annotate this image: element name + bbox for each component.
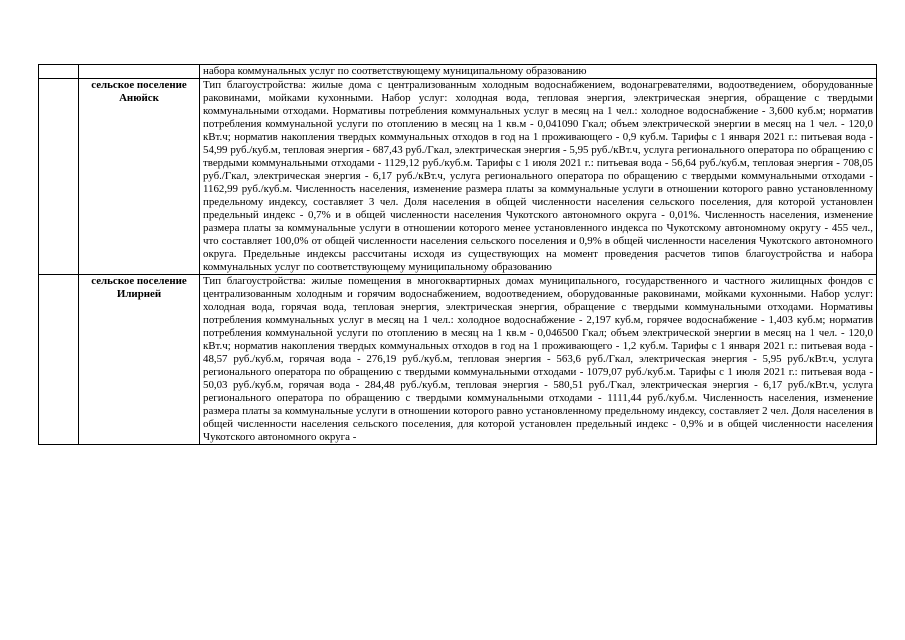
table-row — [39, 65, 877, 79]
row-number-cell — [39, 79, 79, 275]
description-cell: набора коммунальных услуг по соответствующему муниципальному образованию — [200, 65, 877, 79]
row-number-cell — [39, 275, 79, 445]
table-row — [39, 79, 877, 275]
tariff-table — [38, 64, 877, 445]
settlement-name-cell: сельское поселение Илирней — [79, 275, 200, 445]
description-cell: Тип благоустройства: жилые дома с централизованным холодным водоснабжением, водонагревателями, водоотведением, оборудованные раковинами, мойками кухонными. Набор услуг: холодная вода, тепловая энергия, электрическая энергия, обращение с твердыми коммунальными отходами. Нормативы потребления коммунальных услуг в месяц на 1 чел.: холодное водоснабжение - 3,600 куб.м; норматив потребления коммунальной услуги по отоплению в месяц на 1 кв.м - 0,041090 Гкал; объем электрической энергии в месяц на 1 чел. - 120,0 кВт.ч; норматив накопления твердых коммунальных отходов в год на 1 проживающего - 0,9 куб.м. Тарифы с 1 января 2021 г.: питьевая вода - 54,99 руб./куб.м, тепловая энергия - 687,43 руб./Гкал, электрическая энергия - 5,95 руб./кВт.ч, услуга регионального оператора по обращению с твердыми коммунальными отходами - 1129,12 руб./куб.м. Тарифы с 1 июля 2021 г.: питьевая вода - 56,64 руб./куб.м, тепловая энергия - 708,05 руб./Гкал, электрическая энергия - 6,17 руб./кВт.ч, услуга регионального оператора по обращению с твердыми коммунальными отходами - 1162,99 руб./куб.м. Численность населения, изменение размера платы за коммунальные услуги в отношении которого равно установленному предельному индексу, составляет 3 чел. Доля населения в общей численности населения сельского поселения, для которой установлен предельный индекс - 0,7% и в общей численности населения Чукотского автономного округа - 0,01%. Численность населения, изменение размера платы за коммунальные услуги в отношении которого менее установленного индекса по Чукотскому автономному округу - 455 чел., что составляет 100,0% от общей численности населения сельского поселения и 0,9% в общей численности населения Чукотского автономного округа. Предельные индексы рассчитаны исходя из существующих на момент проведения расчетов типов благоустройства и набора коммунальных услуг по соответствующему муниципальному образованию — [200, 79, 877, 275]
settlement-name-cell: сельское поселение Анюйск — [79, 79, 200, 275]
table-row — [39, 275, 877, 445]
row-number-cell — [39, 65, 79, 79]
description-cell: Тип благоустройства: жилые помещения в многоквартирных домах муниципального, государственного и частного жилищных фондов с централизованным холодным и горячим водоснабжением, водоотведением, оборудованные раковинами, мойками кухонными. Набор услуг: холодная вода, горячая вода, тепловая энергия, электрическая энергия, обращение с твердыми коммунальными отходами. Нормативы потребления коммунальных услуг в месяц на 1 чел.: холодное водоснабжение - 2,197 куб.м, горячее водоснабжение - 1,403 куб.м; норматив потребления коммунальной услуги по отоплению в месяц на 1 кв.м - 0,046500 Гкал; объем электрической энергии в месяц на 1 чел. - 120,0 кВт.ч; норматив накопления твердых коммунальных отходов в год на 1 проживающего - 1,2 куб.м. Тарифы с 1 января 2021 г.: питьевая вода - 48,57 руб./куб.м, горячая вода - 276,19 руб./куб.м, тепловая энергия - 563,6 руб./Гкал, электрическая энергия - 5,95 руб./кВт.ч, услуга регионального оператора по обращению с твердыми коммунальными отходами - 1079,07 руб./куб.м. Тарифы с 1 июля 2021 г.: питьевая вода - 50,03 руб./куб.м, горячая вода - 284,48 руб./куб.м, тепловая энергия - 580,51 руб./Гкал, электрическая энергия - 6,17 руб./кВт.ч, услуга регионального оператора по обращению с твердыми коммунальными отходами - 1111,44 руб./куб.м. Численность населения, изменение размера платы за коммунальные услуги в отношении которого равно установленному предельному индексу, составляет 2 чел. Доля населения в общей численности населения сельского поселения, для которой установлен предельный индекс - 0,9% и в общей численности населения Чукотского автономного округа - — [200, 275, 877, 445]
settlement-name-cell — [79, 65, 200, 79]
